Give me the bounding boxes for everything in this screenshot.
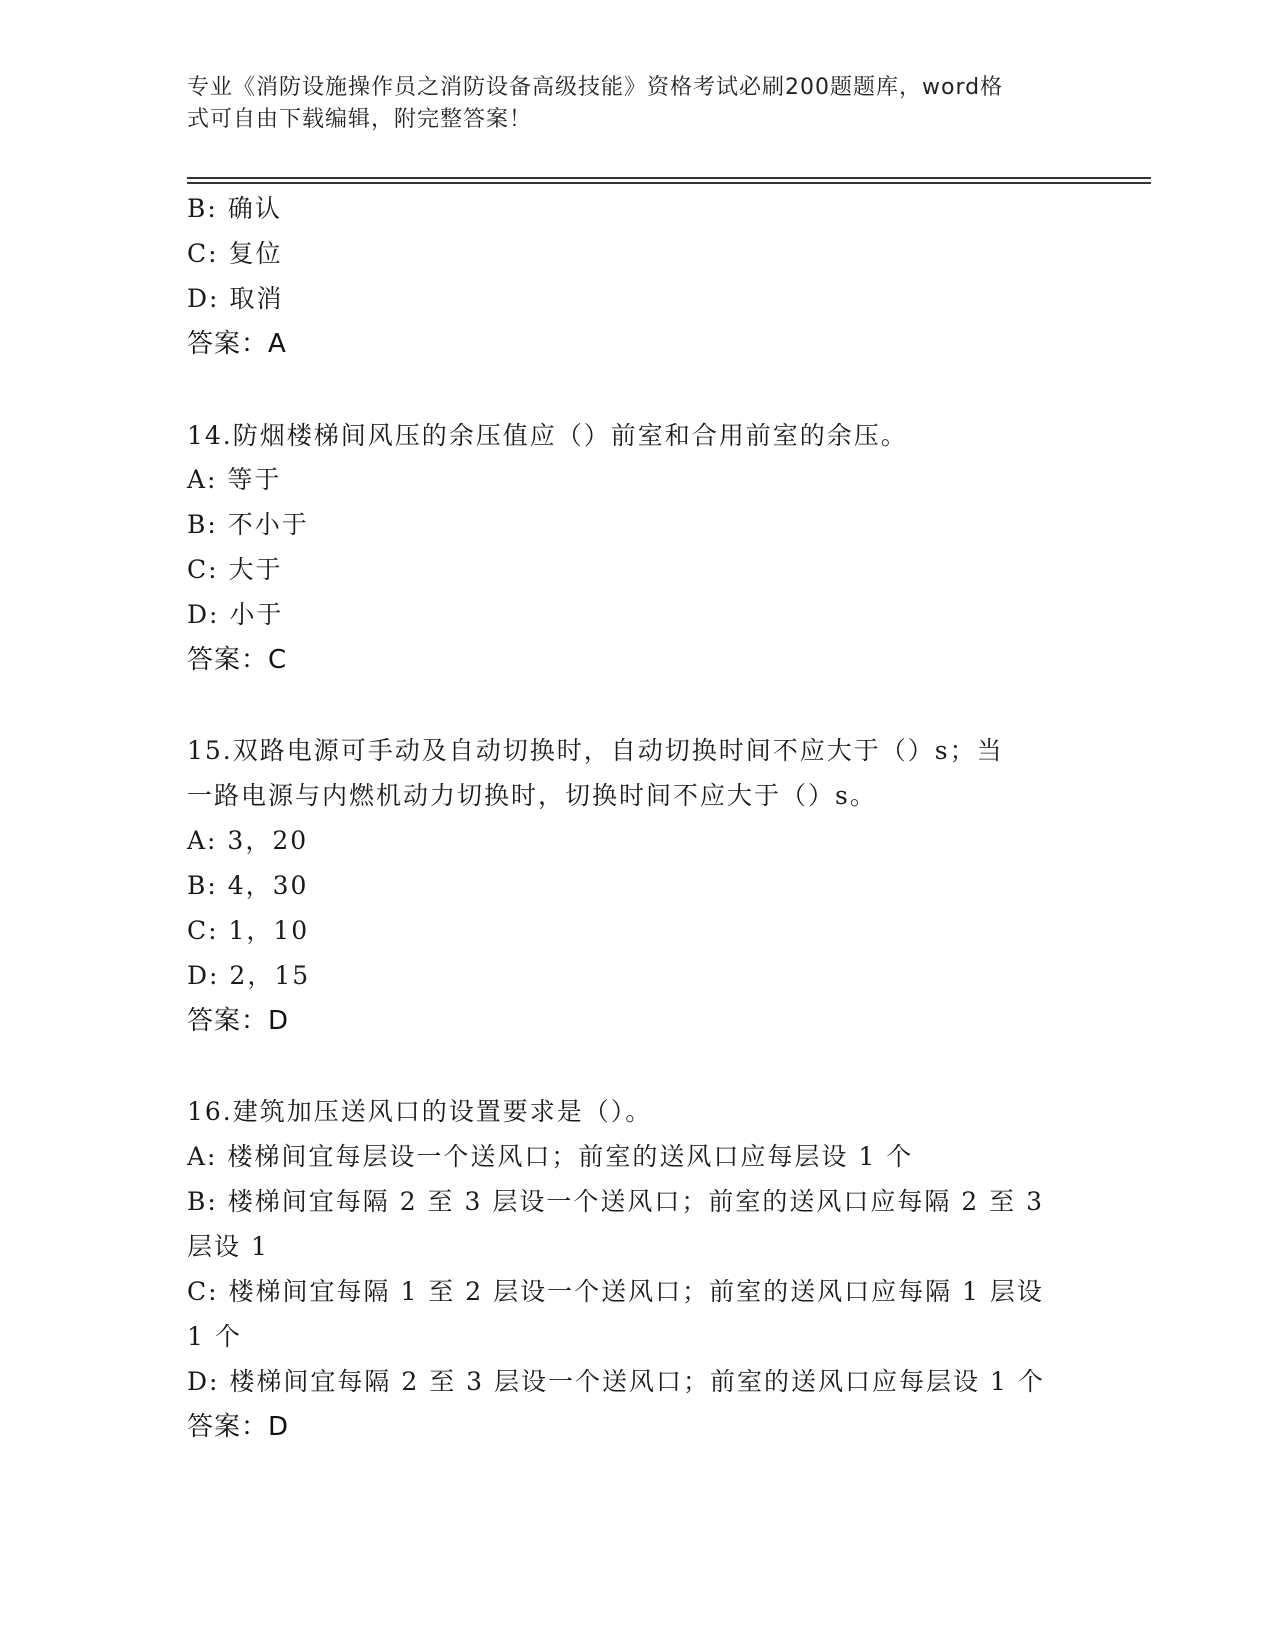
q16-option-a: A: 楼梯间宜每层设一个送风口；前室的送风口应每层设 1 个 <box>187 1142 914 1171</box>
q15-question-line-2: 一路电源与内燃机动力切换时，切换时间不应大于（）s。 <box>187 781 877 810</box>
q14-question: 14.防烟楼梯间风压的余压值应（）前室和合用前室的余压。 <box>187 421 908 450</box>
q14-option-b: B: 不小于 <box>187 510 309 539</box>
q16-option-c-line-2: 1 个 <box>187 1322 242 1351</box>
header-divider-top <box>187 177 1151 179</box>
q15-option-c: C: 1，10 <box>187 916 310 945</box>
q15-answer: 答案：D <box>187 1006 290 1036</box>
q16-option-d: D: 楼梯间宜每隔 2 至 3 层设一个送风口；前室的送风口应每层设 1 个 <box>187 1367 1045 1396</box>
q16-option-c-line-1: C: 楼梯间宜每隔 1 至 2 层设一个送风口；前室的送风口应每隔 1 层设 <box>187 1277 1044 1306</box>
q15-option-b: B: 4，30 <box>187 871 309 900</box>
q13-option-b: B: 确认 <box>187 194 282 223</box>
header-line-2: 式可自由下载编辑，附完整答案！ <box>187 107 533 132</box>
q14-option-a: A: 等于 <box>187 465 282 494</box>
q16-answer: 答案：D <box>187 1412 290 1442</box>
q15-option-a: A: 3，20 <box>187 826 309 855</box>
header-divider-bottom <box>187 182 1151 184</box>
q16-option-b-line-1: B: 楼梯间宜每隔 2 至 3 层设一个送风口；前室的送风口应每隔 2 至 3 <box>187 1187 1044 1216</box>
q15-question-line-1: 15.双路电源可手动及自动切换时，自动切换时间不应大于（）s；当 <box>187 736 1004 765</box>
q13-option-d: D: 取消 <box>187 284 284 313</box>
page-header <box>187 72 1067 136</box>
header-line-1: 专业《消防设施操作员之消防设备高级技能》资格考试必刷200题题库，word格 <box>187 75 1004 100</box>
q14-option-d: D: 小于 <box>187 600 284 629</box>
q13-option-c: C: 复位 <box>187 239 283 268</box>
q16-question: 16.建筑加压送风口的设置要求是（）。 <box>187 1097 653 1126</box>
q16-option-b-line-2: 层设 1 <box>187 1232 269 1261</box>
q14-answer: 答案：C <box>187 645 288 675</box>
q13-answer: 答案：A <box>187 329 287 359</box>
q15-option-d: D: 2，15 <box>187 961 311 990</box>
q14-option-c: C: 大于 <box>187 555 283 584</box>
